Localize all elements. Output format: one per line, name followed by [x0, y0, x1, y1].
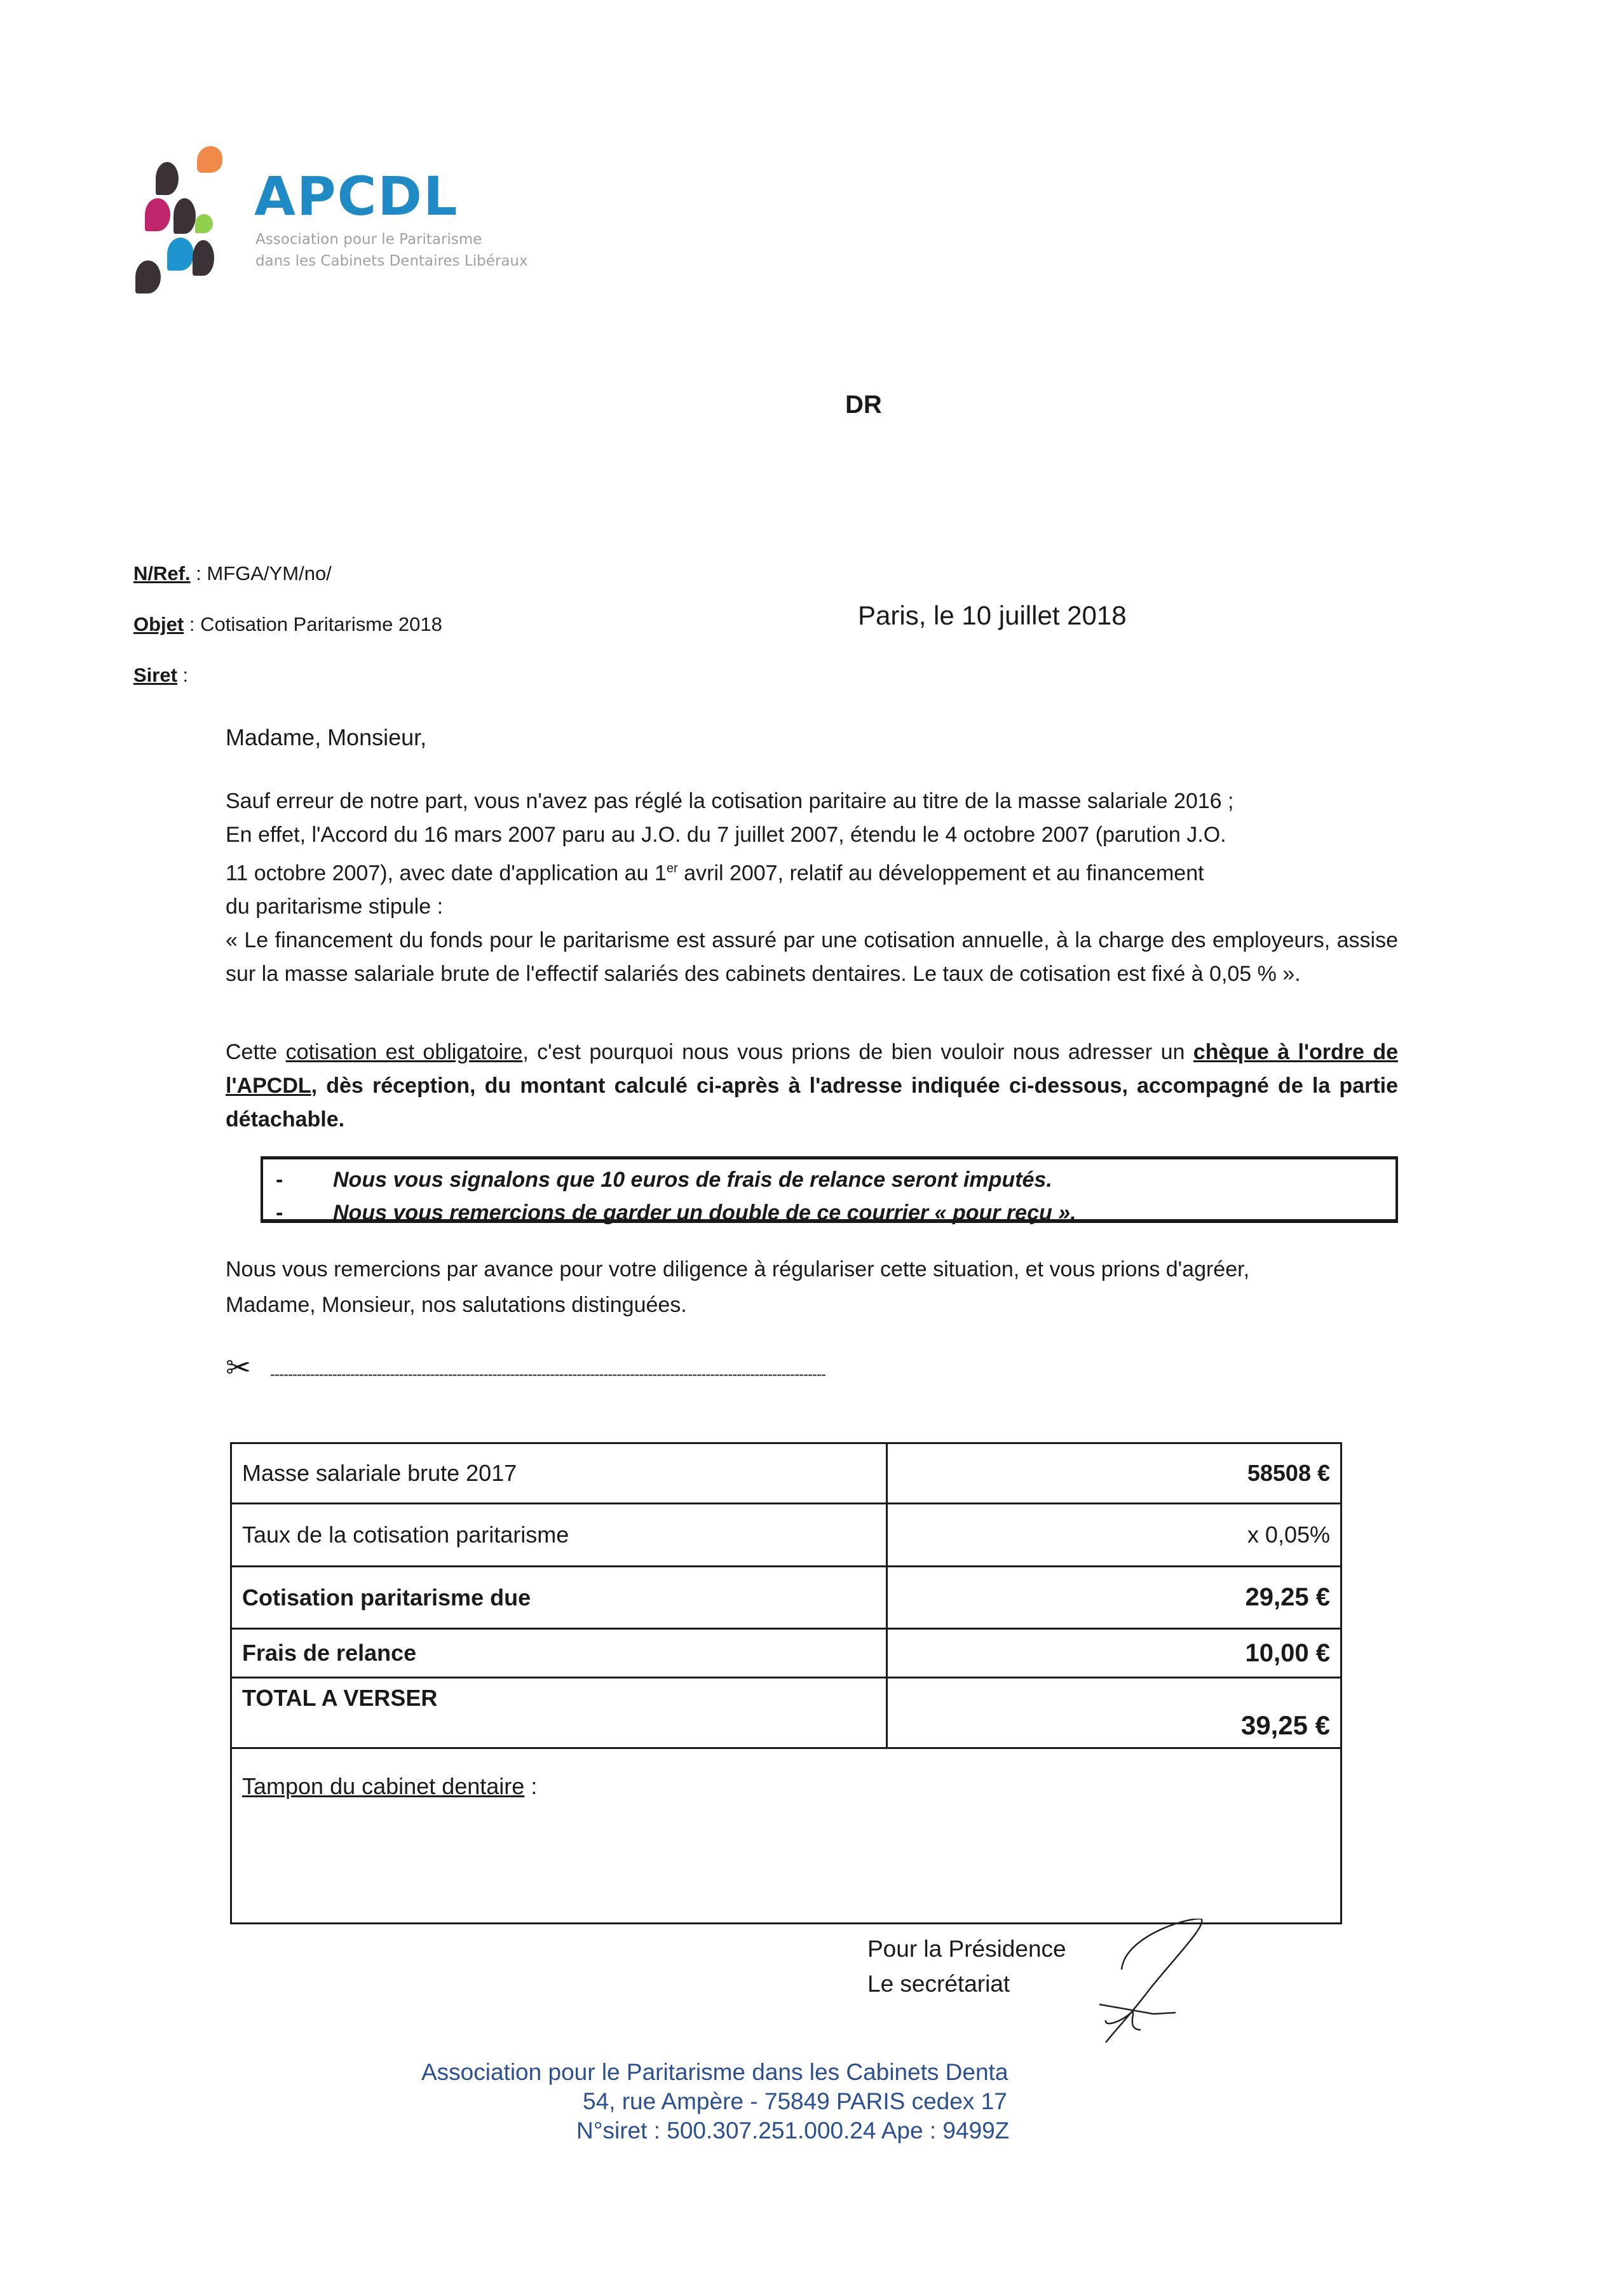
stamp-row — [231, 1748, 1341, 1924]
recipient-name: DR — [845, 391, 882, 419]
logo-title: APCDL — [254, 165, 459, 227]
obligatory-text: cotisation est obligatoire — [285, 1040, 523, 1064]
reference-value: : MFGA/YM/no/ — [196, 562, 332, 584]
letter-date: Paris, le 10 juillet 2018 — [858, 600, 1127, 630]
stamp-area — [231, 1748, 1341, 1924]
object-value: : Cotisation Paritarisme 2018 — [189, 613, 442, 635]
paragraph-line-part: avril 2007, relatif au développement et au financement — [677, 861, 1204, 886]
salutation: Madame, Monsieur, — [226, 724, 427, 750]
paragraph-line-part: 11 octobre 2007), avec date d'application au 1 — [226, 861, 667, 886]
table-row — [231, 1504, 1341, 1567]
contribution-table — [230, 1442, 1342, 1924]
row-value: 10,00 € — [887, 1629, 1341, 1678]
siret-label: Siret — [133, 664, 177, 686]
table-row — [231, 1629, 1341, 1678]
footer-address: 54, rue Ampère - 75849 PARIS cedex 17 — [583, 2088, 1007, 2114]
reference-line — [133, 562, 332, 585]
siret-line — [133, 664, 188, 687]
reference-label: N/Ref. — [133, 562, 191, 584]
scissors-icon: ✂ — [226, 1351, 252, 1385]
row-label: Cotisation paritarisme due — [231, 1567, 887, 1629]
paragraph-legal-basis — [226, 785, 1398, 991]
apcdl-logo — [124, 140, 607, 305]
superscript: er — [666, 861, 678, 875]
paragraph-line: Sauf erreur de notre part, vous n'avez pas réglé la cotisation paritaire au titre de la masse salariale 2016 ; — [226, 789, 1234, 813]
table-row — [231, 1443, 1341, 1504]
paragraph-line: En effet, l'Accord du 16 mars 2007 paru au J.O. du 7 juillet 2007, étendu le 4 octobre 2007 (parution J.O. — [226, 823, 1226, 847]
paragraph-line — [226, 852, 1398, 890]
row-label: Frais de relance — [231, 1629, 887, 1678]
footer-association-name: Association pour le Paritarisme dans les Cabinets Denta — [421, 2059, 1008, 2085]
logo-subtitle — [255, 229, 611, 272]
logo-mark-icon — [124, 140, 251, 305]
notice-text: Nous vous remercions de garder un double de ce courrier « pour reçu ». — [333, 1201, 1076, 1225]
stamp-label-suffix: : — [524, 1773, 538, 1799]
cut-line: ----------------------------------------------------------------------------------------------------------------------------- — [270, 1366, 826, 1383]
closing-paragraph: Nous vous remercions par avance pour votre diligence à régulariser cette situation, et vous prions d'agréer, Madame, Monsieur, nos salutations distinguées. — [226, 1257, 1250, 1317]
logo-subtitle-line1: Association pour le Paritarisme — [255, 231, 482, 248]
notice-item — [263, 1196, 1396, 1229]
notice-text: Nous vous signalons que 10 euros de frais de relance seront imputés. — [333, 1168, 1052, 1192]
signature-block — [867, 1931, 1066, 2001]
object-line — [133, 613, 442, 636]
text: Cette — [226, 1040, 286, 1064]
table-row — [231, 1567, 1341, 1629]
row-label: Masse salariale brute 2017 — [231, 1443, 887, 1504]
bullet: - — [276, 1201, 283, 1225]
row-label: TOTAL A VERSER — [231, 1678, 887, 1748]
row-label: Taux de la cotisation paritarisme — [231, 1504, 887, 1567]
notice-item — [263, 1163, 1396, 1196]
bullet: - — [276, 1168, 283, 1192]
bold-instructions: , dès réception, du montant calculé ci-après à l'adresse indiquée ci-dessous, accompagné de la partie détachable. — [226, 1074, 1398, 1131]
cheque-payee-text: chèque à l'ordre de l'APCDL — [226, 1040, 1398, 1098]
handwritten-signature-icon — [1080, 1919, 1290, 2058]
signature-line2: Le secrétariat — [867, 1971, 1010, 1997]
stamp-label: Tampon du cabinet dentaire — [242, 1773, 525, 1799]
table-row-total — [231, 1678, 1341, 1748]
text: , c'est pourquoi nous vous prions de bien vouloir nous adresser un — [522, 1040, 1193, 1064]
object-label: Objet — [133, 613, 184, 635]
notice-box — [261, 1156, 1398, 1223]
paragraph-line: du paritarisme stipule : — [226, 895, 444, 919]
footer-siret: N°siret : 500.307.251.000.24 Ape : 9499Z — [576, 2117, 1010, 2144]
signature-line1: Pour la Présidence — [867, 1936, 1066, 1962]
row-value: x 0,05% — [887, 1504, 1341, 1567]
row-value: 39,25 € — [887, 1678, 1341, 1748]
row-value: 58508 € — [887, 1443, 1341, 1504]
row-value: 29,25 € — [887, 1567, 1341, 1629]
legal-quote: « Le financement du fonds pour le paritarisme est assuré par une cotisation annuelle, à la charge des employeurs, assise sur la masse salariale brute de l'effectif salariés des cabinets dentaires. Le taux de cotisation est fixé à 0,05 % ». — [226, 928, 1398, 987]
paragraph-payment-request — [226, 1036, 1398, 1137]
siret-value: : — [182, 664, 189, 686]
logo-subtitle-line2: dans les Cabinets Dentaires Libéraux — [255, 253, 528, 269]
